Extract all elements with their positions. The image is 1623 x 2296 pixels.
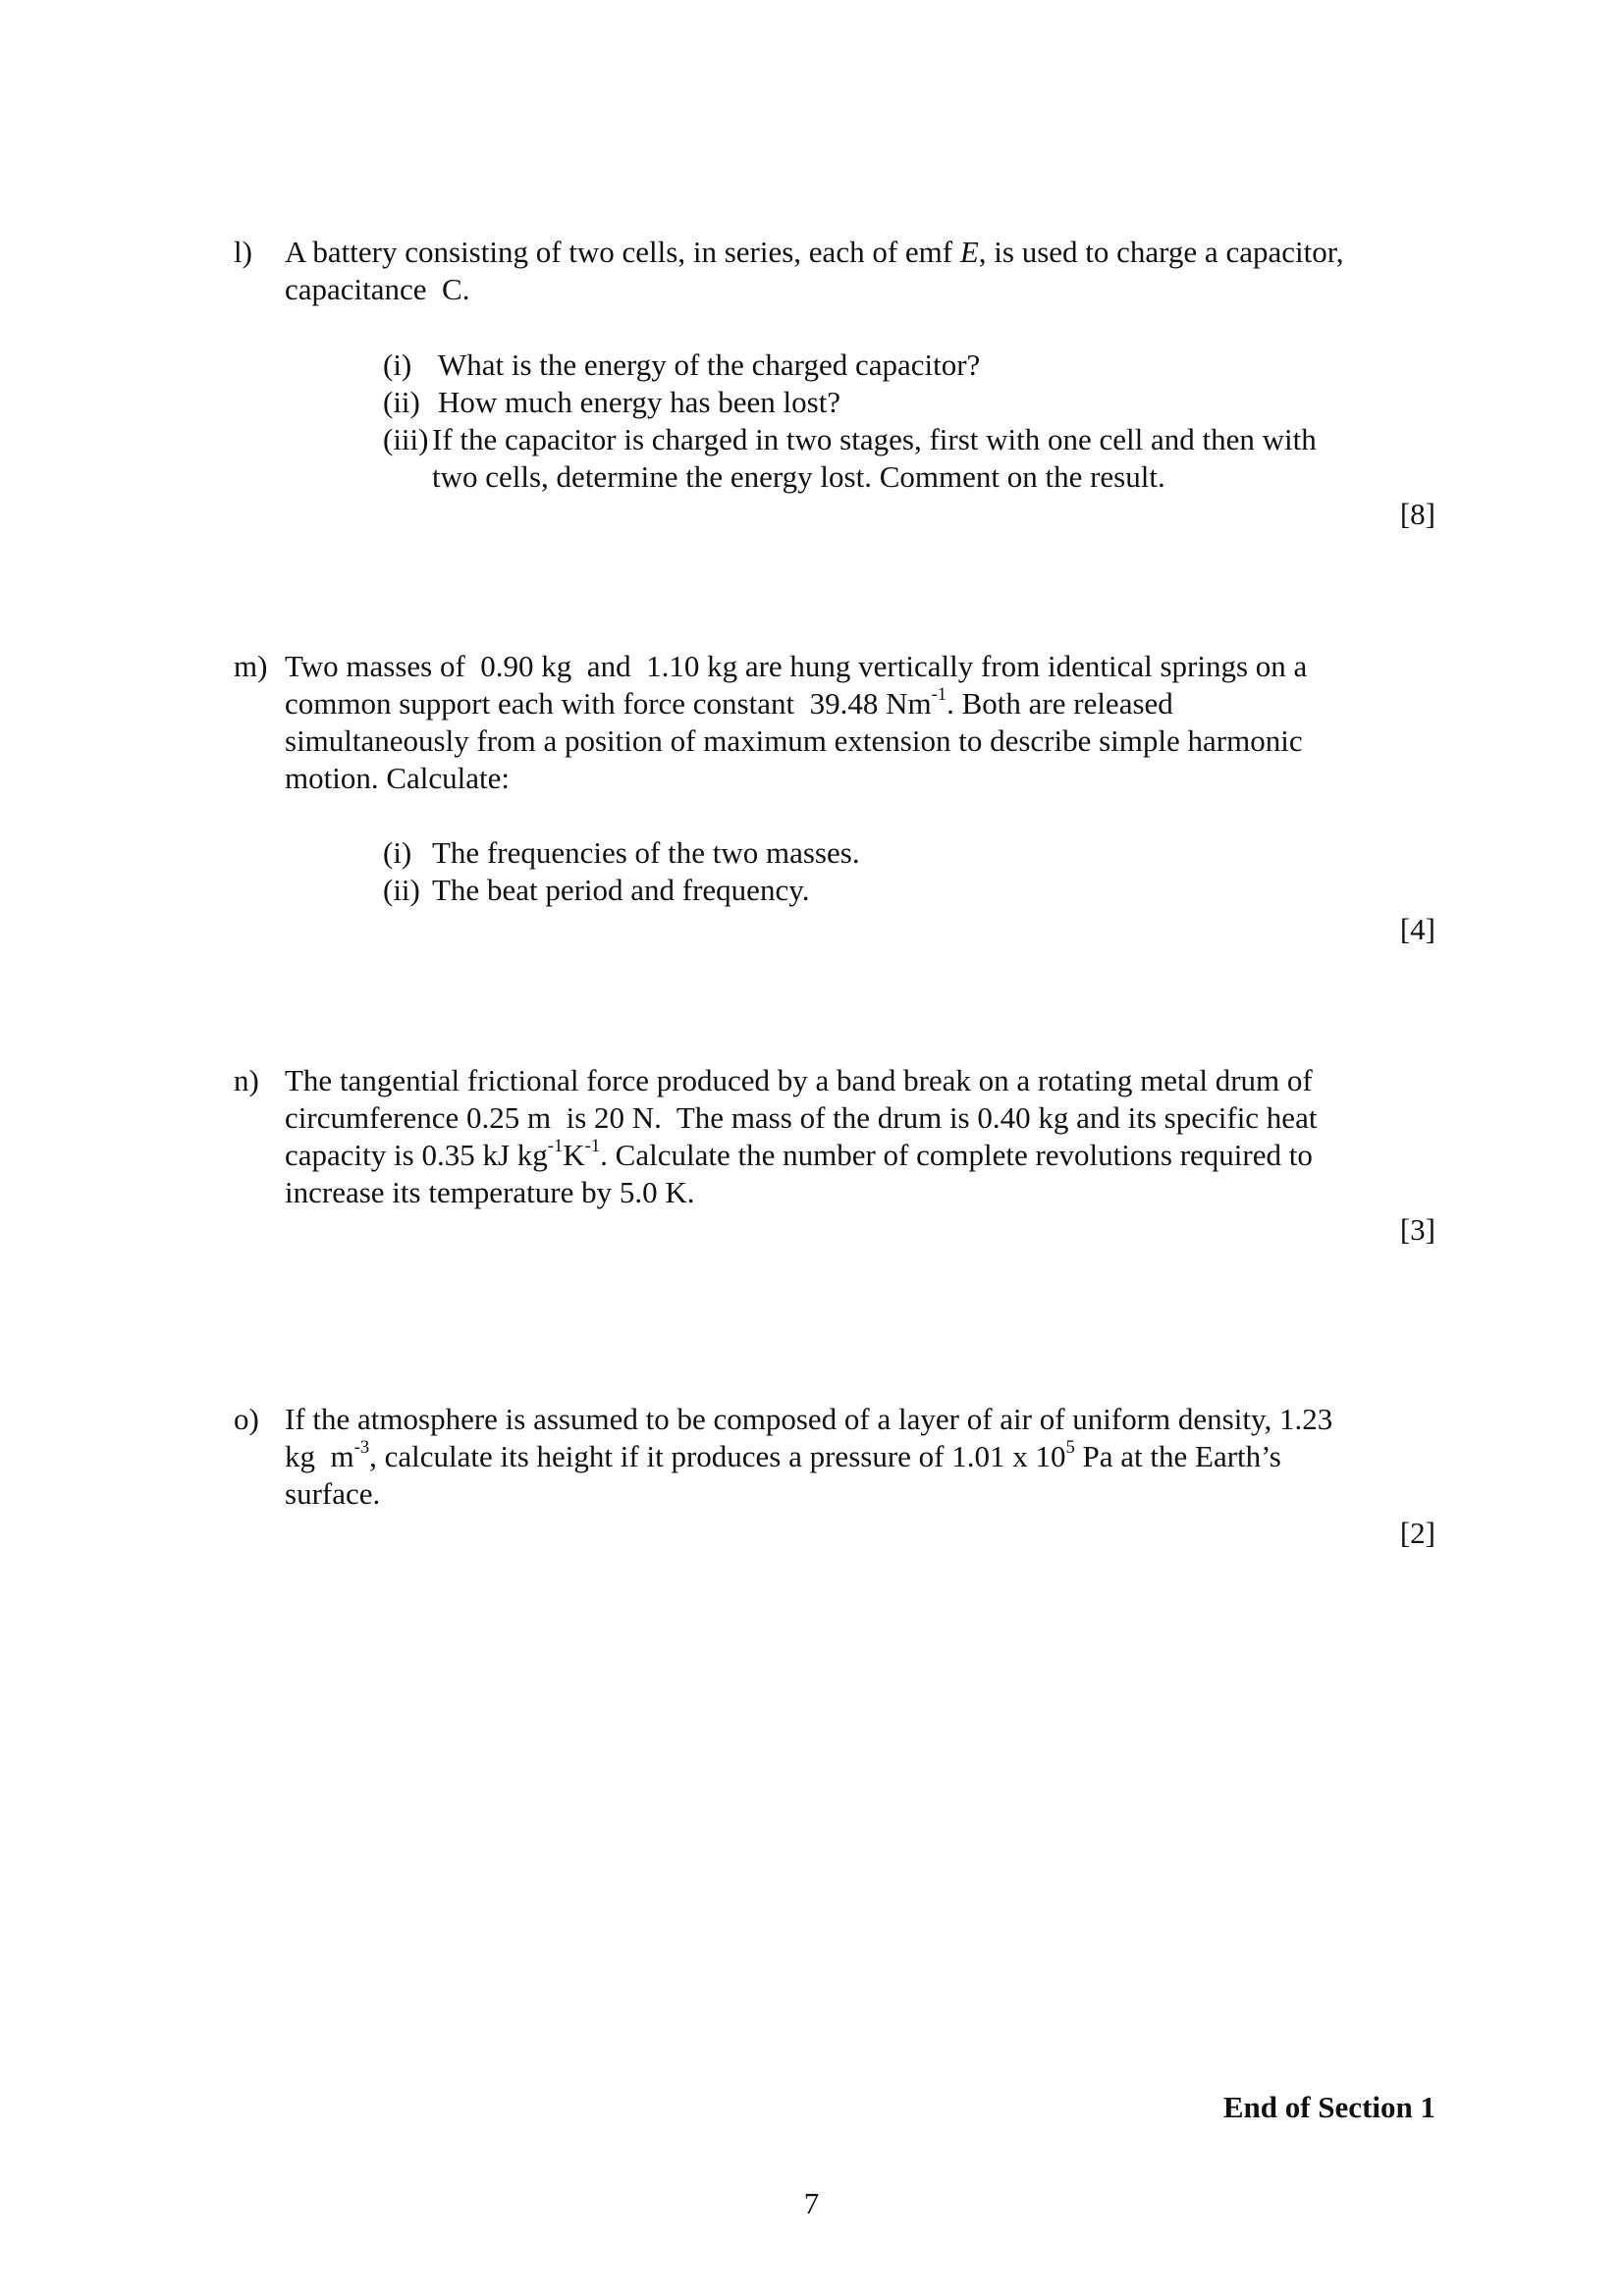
superscript: -1 — [547, 1136, 564, 1157]
text-segment: A battery consisting of two cells, in series, each of emf — [285, 235, 960, 269]
part-label: (iii) — [383, 422, 429, 456]
end-of-section-label: End of Section 1 — [1222, 2090, 1435, 2124]
question-text-line: If the atmosphere is assumed to be composed of a layer of air of uniform density, 1.23 — [285, 1402, 1333, 1436]
question-text-line — [285, 1137, 1313, 1174]
page-number: 7 — [803, 2186, 820, 2220]
part-text-continuation: two cells, determine the energy lost. Comment on the result. — [432, 459, 1165, 494]
question-text-line: The tangential frictional force produced by a band break on a rotating metal drum of — [285, 1063, 1313, 1097]
part-text: If the capacitor is charged in two stages, first with one cell and then with — [432, 422, 1317, 456]
text-segment: . Calculate the number of complete revolutions required to — [600, 1138, 1313, 1172]
text-segment: K — [563, 1138, 585, 1172]
marks-badge: [3] — [1399, 1212, 1435, 1247]
part-label: (i) — [383, 835, 412, 870]
text-segment: Pa at the Earth’s — [1074, 1439, 1281, 1473]
question-label: m) — [234, 649, 268, 683]
question-text-line: Two masses of 0.90 kg and 1.10 kg are hung vertically from identical springs on a — [285, 649, 1308, 683]
question-text-line: circumference 0.25 m is 20 N. The mass of the drum is 0.40 kg and its specific heat — [285, 1100, 1318, 1135]
question-text-line: surface. — [285, 1476, 381, 1511]
part-label: (ii) — [383, 385, 420, 419]
part-label: (ii) — [383, 873, 420, 907]
text-segment: . Both are released — [947, 686, 1173, 721]
part-text: The beat period and frequency. — [432, 873, 810, 907]
question-text-line — [285, 234, 1344, 271]
superscript: -3 — [353, 1437, 370, 1459]
superscript: -1 — [584, 1136, 601, 1157]
question-text-line: simultaneously from a position of maximum extension to describe simple harmonic — [285, 723, 1303, 758]
question-text-line: capacitance C. — [285, 272, 470, 306]
emf-symbol: E — [959, 235, 979, 269]
text-segment: , calculate its height if it produces a pressure of 1.01 x 10 — [369, 1439, 1066, 1473]
text-segment: common support each with force constant 39.48 Nm — [285, 686, 932, 721]
part-text: How much energy has been lost? — [438, 385, 841, 419]
superscript: -1 — [931, 684, 947, 706]
marks-badge: [8] — [1399, 497, 1435, 531]
question-text-line: increase its temperature by 5.0 K. — [285, 1175, 695, 1209]
question-label: l) — [234, 235, 252, 269]
superscript: 5 — [1065, 1437, 1075, 1459]
part-label: (i) — [383, 347, 412, 382]
question-text-line: motion. Calculate: — [285, 761, 511, 795]
question-text-line — [285, 685, 1173, 722]
part-text: What is the energy of the charged capacitor? — [438, 347, 981, 382]
question-label: n) — [234, 1063, 259, 1097]
marks-badge: [4] — [1399, 912, 1435, 946]
marks-badge: [2] — [1399, 1516, 1435, 1550]
text-segment: capacity is 0.35 kJ kg — [285, 1138, 548, 1172]
question-label: o) — [234, 1402, 259, 1436]
text-segment: kg m — [285, 1439, 354, 1473]
text-segment: , is used to charge a capacitor, — [978, 235, 1344, 269]
part-text: The frequencies of the two masses. — [432, 835, 860, 870]
question-text-line — [285, 1438, 1281, 1475]
